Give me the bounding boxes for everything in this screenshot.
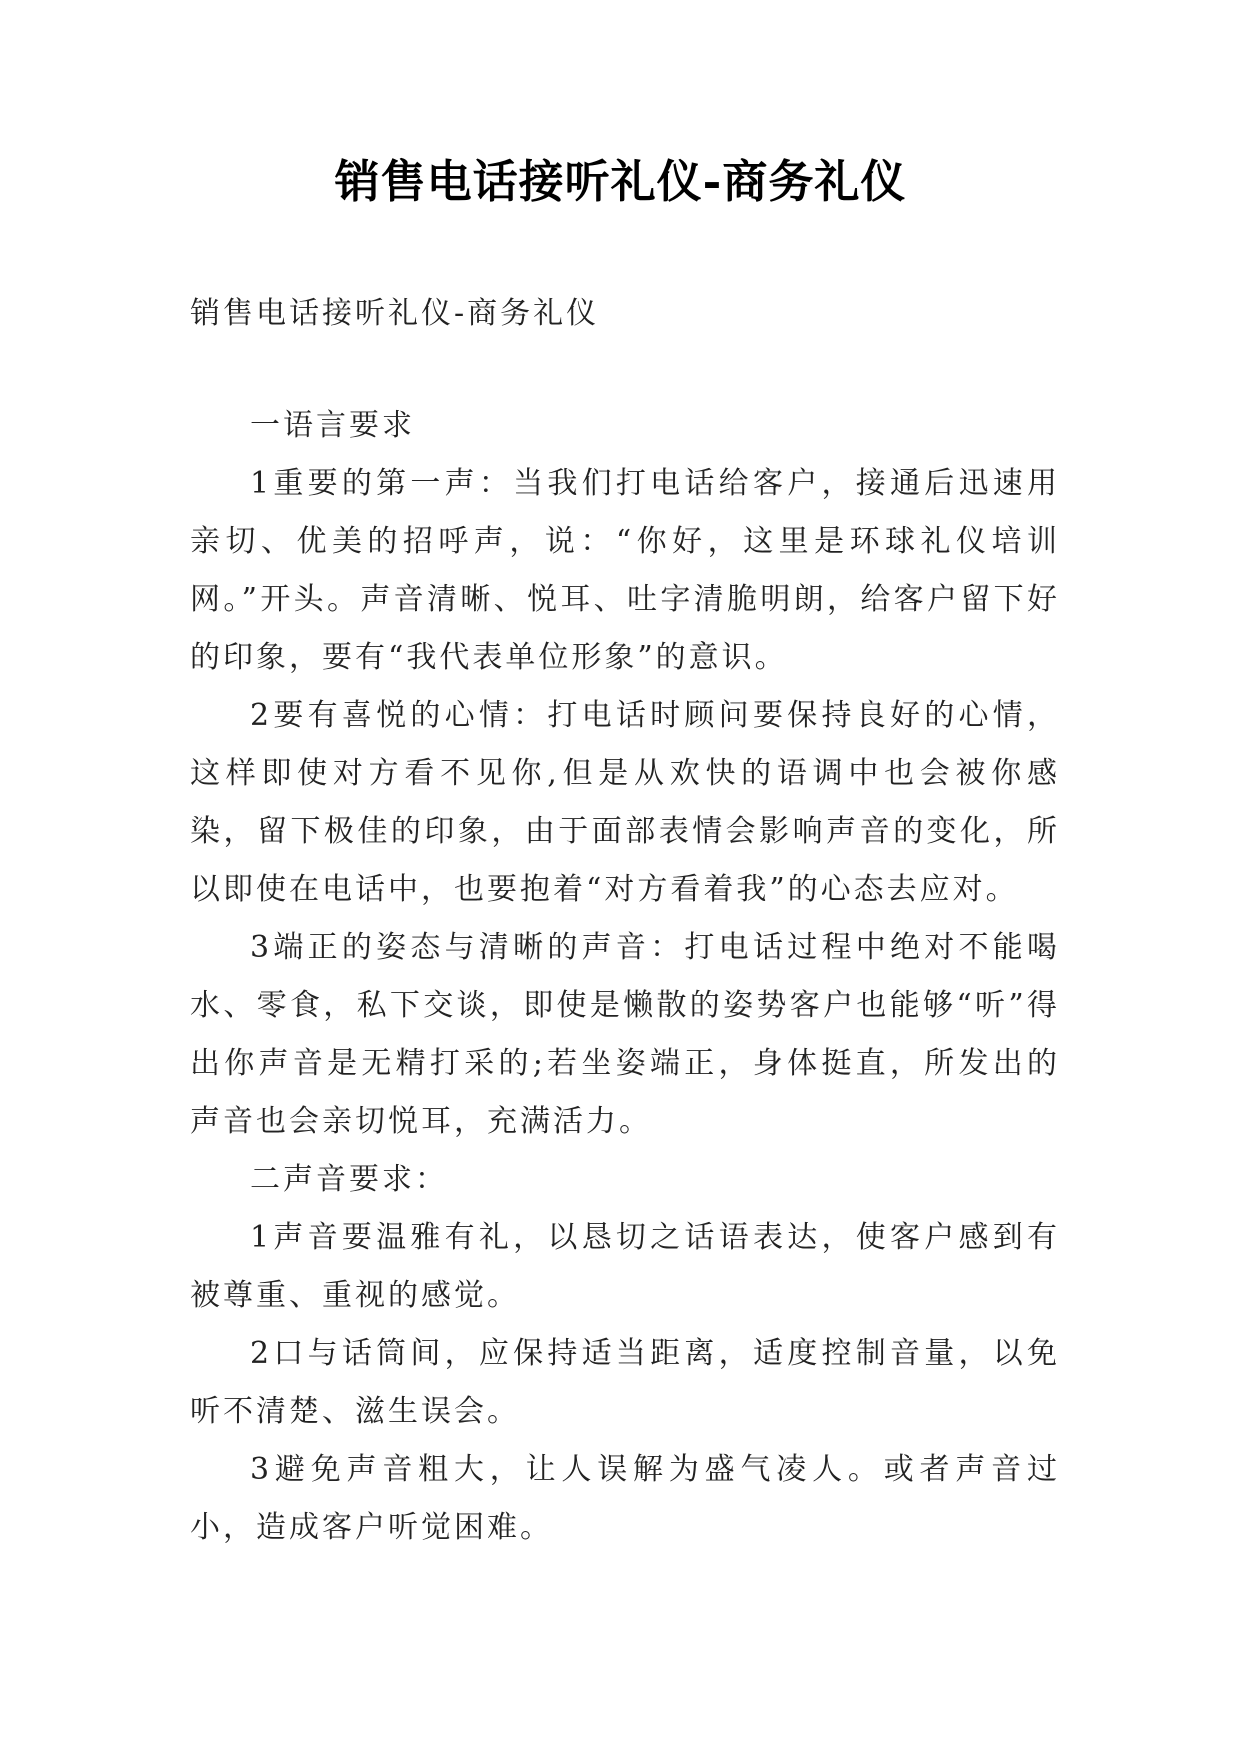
paragraph: 1重要的第一声：当我们打电话给客户，接通后迅速用亲切、优美的招呼声，说：“你好，这里是环球礼仪培训网。”开头。声音清晰、悦耳、吐字清脆明朗，给客户留下好的印象，要有“我代表单位形象”的意识。: [190, 466, 1060, 675]
section-heading-language: 一语言要求: [250, 408, 415, 443]
document-body: [190, 285, 1060, 1557]
paragraph: 2要有喜悦的心情：打电话时顾问要保持良好的心情，这样即使对方看不见你,但是从欢快的语调中也会被你感染，留下极佳的印象，由于面部表情会影响声音的变化，所以即使在电话中，也要抱着“对方看着我”的心态去应对。: [190, 698, 1060, 907]
section-heading-voice: 二声音要求：: [250, 1162, 448, 1197]
document-subtitle: 销售电话接听礼仪-商务礼仪: [190, 296, 600, 331]
paragraph: 3避免声音粗大，让人误解为盛气凌人。或者声音过小，造成客户听觉困难。: [190, 1452, 1060, 1545]
paragraph: 1声音要温雅有礼，以恳切之话语表达，使客户感到有被尊重、重视的感觉。: [190, 1220, 1060, 1313]
paragraph: 2口与话筒间，应保持适当距离，适度控制音量，以免听不清楚、滋生误会。: [190, 1336, 1060, 1429]
document-title: 销售电话接听礼仪-商务礼仪: [334, 155, 907, 208]
paragraph: 3端正的姿态与清晰的声音：打电话过程中绝对不能喝水、零食，私下交谈，即使是懒散的姿势客户也能够“听”得出你声音是无精打采的;若坐姿端正，身体挺直，所发出的声音也会亲切悦耳，充满活力。: [190, 930, 1060, 1139]
